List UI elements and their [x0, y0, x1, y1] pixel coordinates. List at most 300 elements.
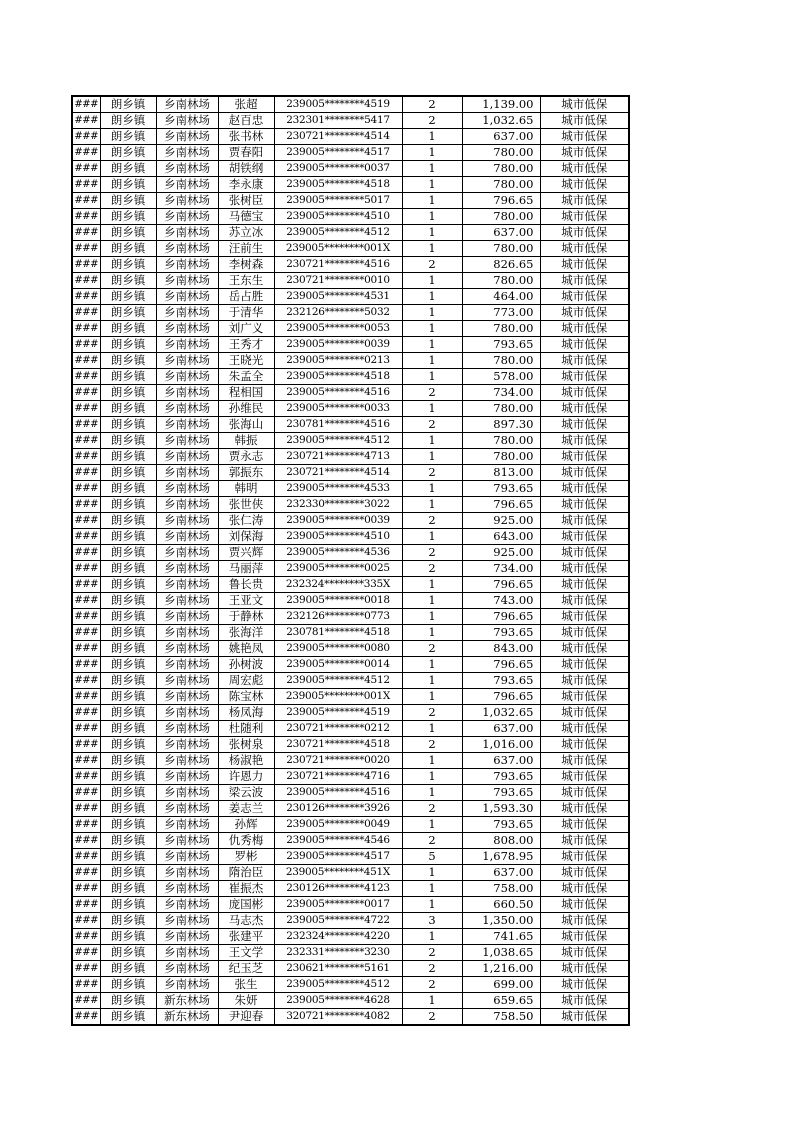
id-number-cell: 239005********0025	[274, 561, 402, 577]
town-cell: 朗乡镇	[100, 673, 156, 689]
name-cell: 庞国彬	[218, 897, 274, 913]
town-cell: 朗乡镇	[100, 369, 156, 385]
table-row	[72, 161, 629, 177]
table-row	[72, 929, 629, 945]
town-cell: 朗乡镇	[100, 657, 156, 673]
table-row	[72, 305, 629, 321]
forest-farm-cell: 乡南林场	[156, 257, 218, 273]
forest-farm-cell: 乡南林场	[156, 481, 218, 497]
town-cell: 朗乡镇	[100, 913, 156, 929]
forest-farm-cell: 乡南林场	[156, 289, 218, 305]
row-number-cell: ###	[72, 273, 100, 289]
assistance-type-cell: 城市低保	[540, 449, 629, 465]
assistance-type-cell: 城市低保	[540, 625, 629, 641]
household-count-cell: 1	[402, 785, 462, 801]
household-count-cell: 1	[402, 369, 462, 385]
town-cell: 朗乡镇	[100, 177, 156, 193]
name-cell: 王东生	[218, 273, 274, 289]
id-number-cell: 230721********4514	[274, 129, 402, 145]
table-row	[72, 801, 629, 817]
assistance-type-cell: 城市低保	[540, 705, 629, 721]
assistance-type-cell: 城市低保	[540, 129, 629, 145]
town-cell: 朗乡镇	[100, 273, 156, 289]
assistance-type-cell: 城市低保	[540, 641, 629, 657]
id-number-cell: 230721********4713	[274, 449, 402, 465]
table-row	[72, 529, 629, 545]
amount-cell: 734.00	[462, 561, 540, 577]
household-count-cell: 1	[402, 881, 462, 897]
assistance-type-cell: 城市低保	[540, 96, 629, 113]
name-cell: 韩明	[218, 481, 274, 497]
table-row	[72, 337, 629, 353]
name-cell: 张海洋	[218, 625, 274, 641]
low-income-roster-table	[71, 95, 630, 1026]
assistance-type-cell: 城市低保	[540, 113, 629, 129]
amount-cell: 796.65	[462, 193, 540, 209]
table-row	[72, 641, 629, 657]
row-number-cell: ###	[72, 545, 100, 561]
table-row	[72, 353, 629, 369]
forest-farm-cell: 乡南林场	[156, 177, 218, 193]
row-number-cell: ###	[72, 257, 100, 273]
table-row	[72, 257, 629, 273]
forest-farm-cell: 乡南林场	[156, 273, 218, 289]
assistance-type-cell: 城市低保	[540, 369, 629, 385]
household-count-cell: 2	[402, 417, 462, 433]
row-number-cell: ###	[72, 753, 100, 769]
name-cell: 贾永志	[218, 449, 274, 465]
forest-farm-cell: 乡南林场	[156, 513, 218, 529]
amount-cell: 808.00	[462, 833, 540, 849]
household-count-cell: 2	[402, 737, 462, 753]
forest-farm-cell: 乡南林场	[156, 657, 218, 673]
row-number-cell: ###	[72, 177, 100, 193]
town-cell: 朗乡镇	[100, 897, 156, 913]
id-number-cell: 239005********4628	[274, 993, 402, 1009]
id-number-cell: 230781********4518	[274, 625, 402, 641]
town-cell: 朗乡镇	[100, 625, 156, 641]
assistance-type-cell: 城市低保	[540, 737, 629, 753]
amount-cell: 659.65	[462, 993, 540, 1009]
name-cell: 王晓光	[218, 353, 274, 369]
id-number-cell: 239005********0049	[274, 817, 402, 833]
name-cell: 岳占胜	[218, 289, 274, 305]
forest-farm-cell: 新东林场	[156, 1009, 218, 1026]
assistance-type-cell: 城市低保	[540, 881, 629, 897]
table-row	[72, 993, 629, 1009]
town-cell: 朗乡镇	[100, 689, 156, 705]
household-count-cell: 1	[402, 593, 462, 609]
town-cell: 朗乡镇	[100, 337, 156, 353]
assistance-type-cell: 城市低保	[540, 161, 629, 177]
household-count-cell: 1	[402, 145, 462, 161]
household-count-cell: 1	[402, 401, 462, 417]
forest-farm-cell: 乡南林场	[156, 161, 218, 177]
household-count-cell: 1	[402, 897, 462, 913]
assistance-type-cell: 城市低保	[540, 833, 629, 849]
household-count-cell: 2	[402, 513, 462, 529]
assistance-type-cell: 城市低保	[540, 481, 629, 497]
town-cell: 朗乡镇	[100, 977, 156, 993]
forest-farm-cell: 乡南林场	[156, 96, 218, 113]
household-count-cell: 1	[402, 769, 462, 785]
table-row	[72, 465, 629, 481]
name-cell: 王亚文	[218, 593, 274, 609]
household-count-cell: 2	[402, 385, 462, 401]
row-number-cell: ###	[72, 321, 100, 337]
id-number-cell: 239005********4516	[274, 385, 402, 401]
forest-farm-cell: 乡南林场	[156, 433, 218, 449]
table-row	[72, 849, 629, 865]
household-count-cell: 1	[402, 657, 462, 673]
name-cell: 崔振杰	[218, 881, 274, 897]
row-number-cell: ###	[72, 129, 100, 145]
assistance-type-cell: 城市低保	[540, 689, 629, 705]
amount-cell: 925.00	[462, 513, 540, 529]
forest-farm-cell: 乡南林场	[156, 321, 218, 337]
row-number-cell: ###	[72, 657, 100, 673]
amount-cell: 758.00	[462, 881, 540, 897]
row-number-cell: ###	[72, 913, 100, 929]
row-number-cell: ###	[72, 625, 100, 641]
name-cell: 张海山	[218, 417, 274, 433]
name-cell: 隋治臣	[218, 865, 274, 881]
id-number-cell: 239005********0039	[274, 337, 402, 353]
town-cell: 朗乡镇	[100, 753, 156, 769]
name-cell: 王文学	[218, 945, 274, 961]
household-count-cell: 1	[402, 753, 462, 769]
assistance-type-cell: 城市低保	[540, 353, 629, 369]
row-number-cell: ###	[72, 529, 100, 545]
name-cell: 程相国	[218, 385, 274, 401]
table-row	[72, 833, 629, 849]
id-number-cell: 230721********4516	[274, 257, 402, 273]
amount-cell: 925.00	[462, 545, 540, 561]
amount-cell: 1,678.95	[462, 849, 540, 865]
amount-cell: 780.00	[462, 161, 540, 177]
town-cell: 朗乡镇	[100, 881, 156, 897]
table-row	[72, 673, 629, 689]
name-cell: 朱妍	[218, 993, 274, 1009]
forest-farm-cell: 乡南林场	[156, 753, 218, 769]
row-number-cell: ###	[72, 801, 100, 817]
town-cell: 朗乡镇	[100, 96, 156, 113]
household-count-cell: 1	[402, 353, 462, 369]
name-cell: 许恩力	[218, 769, 274, 785]
table-row	[72, 1009, 629, 1026]
row-number-cell: ###	[72, 465, 100, 481]
row-number-cell: ###	[72, 1009, 100, 1026]
forest-farm-cell: 乡南林场	[156, 705, 218, 721]
id-number-cell: 239005********0014	[274, 657, 402, 673]
forest-farm-cell: 乡南林场	[156, 241, 218, 257]
row-number-cell: ###	[72, 96, 100, 113]
table-row	[72, 225, 629, 241]
id-number-cell: 239005********0037	[274, 161, 402, 177]
amount-cell: 578.00	[462, 369, 540, 385]
town-cell: 朗乡镇	[100, 785, 156, 801]
table-row	[72, 753, 629, 769]
amount-cell: 780.00	[462, 353, 540, 369]
row-number-cell: ###	[72, 145, 100, 161]
household-count-cell: 2	[402, 641, 462, 657]
assistance-type-cell: 城市低保	[540, 769, 629, 785]
forest-farm-cell: 乡南林场	[156, 113, 218, 129]
table-row	[72, 945, 629, 961]
row-number-cell: ###	[72, 849, 100, 865]
name-cell: 张仁涛	[218, 513, 274, 529]
town-cell: 朗乡镇	[100, 705, 156, 721]
household-count-cell: 2	[402, 833, 462, 849]
town-cell: 朗乡镇	[100, 577, 156, 593]
household-count-cell: 1	[402, 161, 462, 177]
row-number-cell: ###	[72, 961, 100, 977]
household-count-cell: 2	[402, 961, 462, 977]
household-count-cell: 1	[402, 289, 462, 305]
amount-cell: 1,032.65	[462, 705, 540, 721]
household-count-cell: 2	[402, 705, 462, 721]
name-cell: 胡铁纲	[218, 161, 274, 177]
assistance-type-cell: 城市低保	[540, 961, 629, 977]
id-number-cell: 239005********4519	[274, 705, 402, 721]
id-number-cell: 239005********4510	[274, 529, 402, 545]
name-cell: 朱孟全	[218, 369, 274, 385]
town-cell: 朗乡镇	[100, 145, 156, 161]
id-number-cell: 232126********5032	[274, 305, 402, 321]
id-number-cell: 239005********4518	[274, 177, 402, 193]
town-cell: 朗乡镇	[100, 321, 156, 337]
table-row	[72, 593, 629, 609]
row-number-cell: ###	[72, 897, 100, 913]
name-cell: 尹迎春	[218, 1009, 274, 1026]
row-number-cell: ###	[72, 561, 100, 577]
forest-farm-cell: 乡南林场	[156, 865, 218, 881]
table-row	[72, 193, 629, 209]
assistance-type-cell: 城市低保	[540, 305, 629, 321]
forest-farm-cell: 乡南林场	[156, 689, 218, 705]
id-number-cell: 320721********4082	[274, 1009, 402, 1026]
name-cell: 马德宝	[218, 209, 274, 225]
household-count-cell: 2	[402, 561, 462, 577]
row-number-cell: ###	[72, 209, 100, 225]
forest-farm-cell: 乡南林场	[156, 609, 218, 625]
forest-farm-cell: 乡南林场	[156, 305, 218, 321]
row-number-cell: ###	[72, 785, 100, 801]
forest-farm-cell: 乡南林场	[156, 721, 218, 737]
town-cell: 朗乡镇	[100, 945, 156, 961]
table-row	[72, 113, 629, 129]
table-row	[72, 241, 629, 257]
assistance-type-cell: 城市低保	[540, 529, 629, 545]
forest-farm-cell: 乡南林场	[156, 641, 218, 657]
forest-farm-cell: 乡南林场	[156, 961, 218, 977]
forest-farm-cell: 乡南林场	[156, 769, 218, 785]
name-cell: 周宏彪	[218, 673, 274, 689]
table-row	[72, 545, 629, 561]
household-count-cell: 1	[402, 129, 462, 145]
household-count-cell: 2	[402, 545, 462, 561]
id-number-cell: 239005********4722	[274, 913, 402, 929]
forest-farm-cell: 乡南林场	[156, 225, 218, 241]
assistance-type-cell: 城市低保	[540, 337, 629, 353]
amount-cell: 897.30	[462, 417, 540, 433]
amount-cell: 773.00	[462, 305, 540, 321]
amount-cell: 793.65	[462, 817, 540, 833]
id-number-cell: 239005********0039	[274, 513, 402, 529]
town-cell: 朗乡镇	[100, 609, 156, 625]
town-cell: 朗乡镇	[100, 225, 156, 241]
forest-farm-cell: 乡南林场	[156, 625, 218, 641]
amount-cell: 643.00	[462, 529, 540, 545]
assistance-type-cell: 城市低保	[540, 497, 629, 513]
amount-cell: 780.00	[462, 433, 540, 449]
amount-cell: 741.65	[462, 929, 540, 945]
forest-farm-cell: 乡南林场	[156, 353, 218, 369]
table-row	[72, 897, 629, 913]
assistance-type-cell: 城市低保	[540, 289, 629, 305]
table-row	[72, 513, 629, 529]
household-count-cell: 2	[402, 801, 462, 817]
id-number-cell: 239005********5017	[274, 193, 402, 209]
name-cell: 郭振东	[218, 465, 274, 481]
forest-farm-cell: 乡南林场	[156, 737, 218, 753]
id-number-cell: 239005********4517	[274, 849, 402, 865]
amount-cell: 758.50	[462, 1009, 540, 1026]
household-count-cell: 1	[402, 673, 462, 689]
amount-cell: 1,038.65	[462, 945, 540, 961]
amount-cell: 637.00	[462, 753, 540, 769]
forest-farm-cell: 乡南林场	[156, 369, 218, 385]
town-cell: 朗乡镇	[100, 465, 156, 481]
town-cell: 朗乡镇	[100, 993, 156, 1009]
name-cell: 张超	[218, 96, 274, 113]
row-number-cell: ###	[72, 513, 100, 529]
town-cell: 朗乡镇	[100, 849, 156, 865]
name-cell: 马志杰	[218, 913, 274, 929]
name-cell: 陈宝林	[218, 689, 274, 705]
id-number-cell: 239005********0033	[274, 401, 402, 417]
forest-farm-cell: 乡南林场	[156, 945, 218, 961]
amount-cell: 793.65	[462, 769, 540, 785]
table-row	[72, 817, 629, 833]
amount-cell: 637.00	[462, 225, 540, 241]
id-number-cell: 230126********4123	[274, 881, 402, 897]
household-count-cell: 1	[402, 241, 462, 257]
table-row	[72, 401, 629, 417]
amount-cell: 780.00	[462, 273, 540, 289]
amount-cell: 843.00	[462, 641, 540, 657]
table-row	[72, 497, 629, 513]
table-row	[72, 289, 629, 305]
id-number-cell: 239005********4531	[274, 289, 402, 305]
row-number-cell: ###	[72, 993, 100, 1009]
town-cell: 朗乡镇	[100, 305, 156, 321]
id-number-cell: 232126********0773	[274, 609, 402, 625]
row-number-cell: ###	[72, 689, 100, 705]
amount-cell: 1,593.30	[462, 801, 540, 817]
id-number-cell: 232301********5417	[274, 113, 402, 129]
town-cell: 朗乡镇	[100, 1009, 156, 1026]
household-count-cell: 1	[402, 305, 462, 321]
town-cell: 朗乡镇	[100, 721, 156, 737]
id-number-cell: 239005********0053	[274, 321, 402, 337]
name-cell: 马丽萍	[218, 561, 274, 577]
row-number-cell: ###	[72, 865, 100, 881]
id-number-cell: 239005********001X	[274, 241, 402, 257]
id-number-cell: 239005********0017	[274, 897, 402, 913]
assistance-type-cell: 城市低保	[540, 945, 629, 961]
forest-farm-cell: 乡南林场	[156, 193, 218, 209]
town-cell: 朗乡镇	[100, 161, 156, 177]
amount-cell: 734.00	[462, 385, 540, 401]
assistance-type-cell: 城市低保	[540, 913, 629, 929]
name-cell: 李永康	[218, 177, 274, 193]
name-cell: 姜志兰	[218, 801, 274, 817]
forest-farm-cell: 乡南林场	[156, 497, 218, 513]
id-number-cell: 239005********4517	[274, 145, 402, 161]
town-cell: 朗乡镇	[100, 497, 156, 513]
forest-farm-cell: 乡南林场	[156, 785, 218, 801]
name-cell: 于静林	[218, 609, 274, 625]
assistance-type-cell: 城市低保	[540, 561, 629, 577]
name-cell: 韩振	[218, 433, 274, 449]
household-count-cell: 1	[402, 193, 462, 209]
household-count-cell: 1	[402, 817, 462, 833]
name-cell: 赵百忠	[218, 113, 274, 129]
household-count-cell: 1	[402, 529, 462, 545]
id-number-cell: 232331********3230	[274, 945, 402, 961]
town-cell: 朗乡镇	[100, 209, 156, 225]
amount-cell: 793.65	[462, 673, 540, 689]
name-cell: 贾兴辉	[218, 545, 274, 561]
row-number-cell: ###	[72, 881, 100, 897]
assistance-type-cell: 城市低保	[540, 993, 629, 1009]
name-cell: 张书林	[218, 129, 274, 145]
table-row	[72, 129, 629, 145]
row-number-cell: ###	[72, 193, 100, 209]
id-number-cell: 239005********4512	[274, 673, 402, 689]
row-number-cell: ###	[72, 817, 100, 833]
table-row	[72, 209, 629, 225]
row-number-cell: ###	[72, 401, 100, 417]
amount-cell: 796.65	[462, 657, 540, 673]
forest-farm-cell: 乡南林场	[156, 897, 218, 913]
row-number-cell: ###	[72, 497, 100, 513]
row-number-cell: ###	[72, 769, 100, 785]
assistance-type-cell: 城市低保	[540, 785, 629, 801]
town-cell: 朗乡镇	[100, 801, 156, 817]
table-row	[72, 561, 629, 577]
name-cell: 贾春阳	[218, 145, 274, 161]
row-number-cell: ###	[72, 481, 100, 497]
id-number-cell: 239005********4512	[274, 977, 402, 993]
forest-farm-cell: 乡南林场	[156, 545, 218, 561]
amount-cell: 637.00	[462, 129, 540, 145]
id-number-cell: 239005********001X	[274, 689, 402, 705]
row-number-cell: ###	[72, 609, 100, 625]
town-cell: 朗乡镇	[100, 401, 156, 417]
assistance-type-cell: 城市低保	[540, 401, 629, 417]
assistance-type-cell: 城市低保	[540, 897, 629, 913]
assistance-type-cell: 城市低保	[540, 273, 629, 289]
forest-farm-cell: 乡南林场	[156, 833, 218, 849]
amount-cell: 780.00	[462, 449, 540, 465]
name-cell: 张生	[218, 977, 274, 993]
household-count-cell: 1	[402, 321, 462, 337]
amount-cell: 793.65	[462, 481, 540, 497]
id-number-cell: 239005********4533	[274, 481, 402, 497]
table-row	[72, 689, 629, 705]
